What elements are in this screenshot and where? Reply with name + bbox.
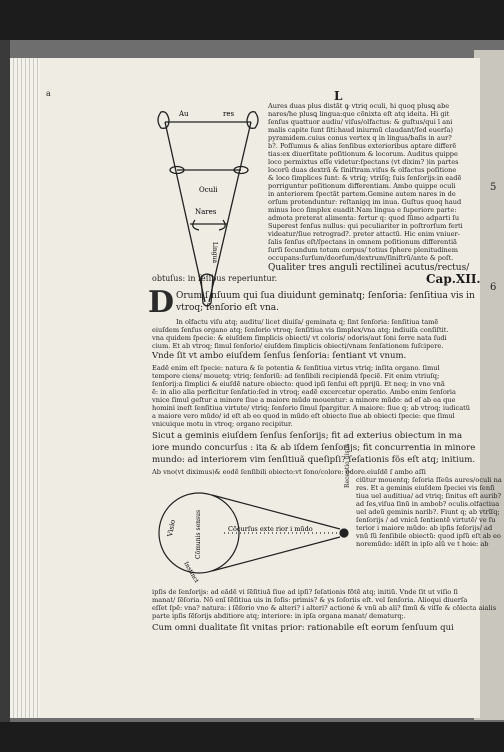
label-receptio: Receptio uisus <box>344 443 351 488</box>
text-line: tias:ex diuerſitate poſitionum & locorum. Auditus quippe <box>268 150 458 158</box>
label-concursus: Cõcurſus exte rior i mũdo <box>228 525 313 533</box>
text-line: ſurſi ſecundum totum corpus/ totius ſphere plenitudinem <box>268 246 458 254</box>
label-ears-left: Au <box>179 110 189 118</box>
text-line: noremũdo: idẽſt in ipſo alũ ve t hoie: ab <box>356 540 489 548</box>
text-line: in anteriorem ſpectãt partem.Gemine autem nares in de <box>268 190 456 198</box>
label-visio: Visio <box>166 519 177 538</box>
book-page <box>40 58 502 718</box>
text-line: minus loco ſimplex euadit.Nam lingua e ſuperiore parte: <box>268 206 457 214</box>
text-line: vna quidem ſpecie: & eiuſdem ſimplicis obiecti/ vt coloris/ odoris/aut ſoni ſerre nata ſudi <box>152 334 447 342</box>
text-line: iore mundo concurſus : ita & ab iſdem ſenſorijs; fit concurrentia in minore <box>152 443 476 453</box>
text-line: vnice ſimul geſtur a minore ſiue a maiore mũdo mouentur: a minore mũdo: ad eſ ab ea que <box>152 396 456 404</box>
scan-bottom-band <box>0 722 504 752</box>
paragraph-end: obtuſus: in ſeſibus reperiuntur. <box>152 274 278 283</box>
text-line: ſenſus quattuor audiu/ viſus/olfactus: & guſtus/qui ī ani <box>268 118 453 126</box>
text-line: manat/ ſẽſoria. Nõ enĩ ſẽſitiua uis in ſoſis: primis? & ys ſoſoriis eſt. vel ſenſoria. Alioqui diuerſa <box>152 596 468 604</box>
margin-note-6: 6 <box>490 282 497 293</box>
label-tongue: Lingua <box>211 242 218 264</box>
text-line: parte ipſis ſẽſorijs abditiore atq; interiore: in ipſa organa manat/ dematurq;. <box>152 612 406 620</box>
text-line: pyramidem.cuius conus vertex q in lingua/baſis in aur? <box>268 134 452 142</box>
signature-mark: a <box>46 89 51 98</box>
text-line: homini ineſt ſenſitiua virtute/ vtriq; ſenſorio ſimul ſpargitur. A maiore: ſiue q; ab vtroq; iudicatũ <box>152 404 471 412</box>
scan-left-edge <box>0 40 10 722</box>
label-nose: Nares <box>195 208 217 216</box>
text-line: res. Et a geminis eiuſdem ſpeciei vis ſenſi <box>356 484 495 492</box>
text-line: vnicuique motu in vtroq; organo recipitur. <box>152 420 293 428</box>
text-line: ſenſorijs / ad vnicã ſentientẽ virtutẽ/ ve ſu <box>356 516 496 524</box>
text-line: tiua uel auditiua/ ad vtriq; ſinitus eſt aurib? <box>356 492 502 500</box>
text-line: occupans:ſurſum/deorſum/dextrum/ſiniſtrũ/ante & poſt. <box>268 254 454 262</box>
text-line: Superest ſenſus nullus: qui peculiariter in poſtrorſum ferti <box>268 222 463 230</box>
text-line: ipſis de ſenſorijs: ad eãdẽ vi ſẽſitiuã ſiue ad ipſi? ſeſationis fõtẽ atq; initiũ. Vnde ſit ut viſio ſi <box>152 588 458 596</box>
text-line: ad ſes,viſua ſinũ in ambob? oculis.olfactiua <box>356 500 500 508</box>
chapter-opening: Orum ſ nſuum qui ſua diuidunt geminatq; ſenſoria: ſenſitiua vis in <box>176 291 475 301</box>
text-line: tempore ciens/ mouetq; vtriq; ſenſoriũ: ad ſenſibili recipiendã ſpeciẽ. Fit enim vtriuſq; <box>152 372 440 380</box>
text-line: terior i maiore mũdo: ab ipſis ſeſorijs/ ad <box>356 524 493 532</box>
text-line: eiuſdem ſenſus organo atq; ſenſorio vtroq; ſenſitiua vis ſimplex/vna atq; indiuiſa conſiſtit. <box>152 326 449 334</box>
vision-concursus-diagram <box>154 483 354 583</box>
text-line: a maiore vero mũdo/ id eſt ab eo quod in mũdo eſt obiecto ſiue ab obiecti ſpecie: que ſimul <box>152 412 455 420</box>
text-line: Sicut a geminis eiuſdem ſenſus ſenſorijs; fit ad exterius obiectum in ma <box>152 431 463 441</box>
margin-note-5: 5 <box>490 182 497 193</box>
text-line: b?. Poſſumus & alias ſenſibus exterioribus aptare differẽ <box>268 142 457 150</box>
text-line: Qualiter tres anguli rectilinei acutus/rectus/ <box>268 263 470 273</box>
text-line: ſenſorij:a ſimplici & eiuſdẽ nature obiecto: quod ipſi ſenſui eſt pprijũ. Et neq; in vno vnã <box>152 380 445 388</box>
text-line: ẽ: in alio alia perficitur ſenſatio:ſed in vtroq; eadẽ excercetur operatio. Ambo enim ſenſoria <box>152 388 456 396</box>
text-line: Aures duas plus distãt ꝙ vtriq oculi, hi quoq plusꝗ abe <box>268 102 450 110</box>
text-line: malis capite ſunt ſiti:haud iniurmũ claudant/ſed euerſa) <box>268 126 453 134</box>
text-line: mundo: ad interiorem vim ſenſitiuã queſipſi? ſeſationis fõs eſt atq; initium. <box>152 455 476 465</box>
text-line: orſum protenduntur: reſtanigq im inua. Guſtus quoq haud <box>268 198 462 206</box>
text-line: videatur/ſiue retrograd?. preter attactũ. Hic enim vniuer- <box>268 230 460 238</box>
label-instinct: Instinct <box>182 560 200 585</box>
paragraph-unity: Cum omni dualitate ſit vnitas prior: rationabile eſt eorum ſenſuum qui <box>152 623 454 633</box>
text-line: loco permixtus eſſe videtur:ſpectans (vt dixim? )in partes <box>268 158 459 166</box>
text-line: locorũ duas dextrã & ſiniſtram.viſus & olfactus poſitione <box>268 166 457 174</box>
text-line: & loco ſimplices ſunt: & vtriq; vtriſq; ſuis ſenſorijs:in eadẽ <box>268 174 462 182</box>
text-line: uel adeũ geminis narib?. Fiunt q; ab vtrĩſq; <box>356 508 500 516</box>
scan-top-band <box>0 0 504 40</box>
page-stack-edge <box>10 58 42 718</box>
text-line: porriguntur poſitionum differentiam. Ambo quippe oculi <box>268 182 456 190</box>
text-line: cium. Et ab vtroq; ſimul ſenſorio/ eiuſdem ſimplicis obiecti/vnam ſenſationem ſuſcipere. <box>152 342 444 350</box>
text-line: vnũ ſũ ſenſibile obiectũ: quod ipſũ eſt ab eo <box>356 532 501 540</box>
drop-cap: D <box>148 285 175 320</box>
text-line: eſſet ſpẽ: vna? natura: i ſẽſorio vno & alteri? i alteri? actioné & vnũ ab ali? ſimũ & viſſe & cõlecta aialis <box>152 604 497 612</box>
text-line: Ab vno(vt diximus)& eodẽ ſenſibili obiecto:vt ſono/colore: odore.eiuſdẽ ſ ambo aſſi <box>152 468 426 476</box>
text-line: ſalis ſenſus eſt/ſpectans in omnem poſitionum differentiã <box>268 238 457 246</box>
label-ears-right: res <box>223 110 235 118</box>
chapter-heading: Cap.XII. <box>426 272 481 286</box>
chapter-opening: vtroq; ſenſorio eſt vna. <box>176 303 279 313</box>
label-common-sense: Cõmunis sensus <box>195 509 202 559</box>
subheading: Vnde ſit vt ambo eiuſdem ſenſus ſenſoria: ſentiant vt vnum. <box>152 351 407 361</box>
text-line: In olfactu viſu atq; auditu/ licet diuiſa/ geminata q; ſint ſenſoria: ſenſitiua tamẽ <box>176 318 439 326</box>
text-line: nares/he plusꝗ lingua:que cõnixta eſt atq ideita. Hi git <box>268 110 450 118</box>
text-line: Eadẽ enim eſt ſpecie: natura & ſe potentia & ſenſitiua virtus vtriq; inſita organo. ſimul <box>152 364 440 372</box>
text-line: ciũtur mouentq; ſeſoria ſſeũs aures/oculi na <box>356 476 502 484</box>
label-eyes: Oculi <box>199 186 218 194</box>
running-head-letter: L <box>334 89 343 103</box>
text-line: admota preterat alimenta: fertur q: quod ſũmo adparti ſu <box>268 214 460 222</box>
